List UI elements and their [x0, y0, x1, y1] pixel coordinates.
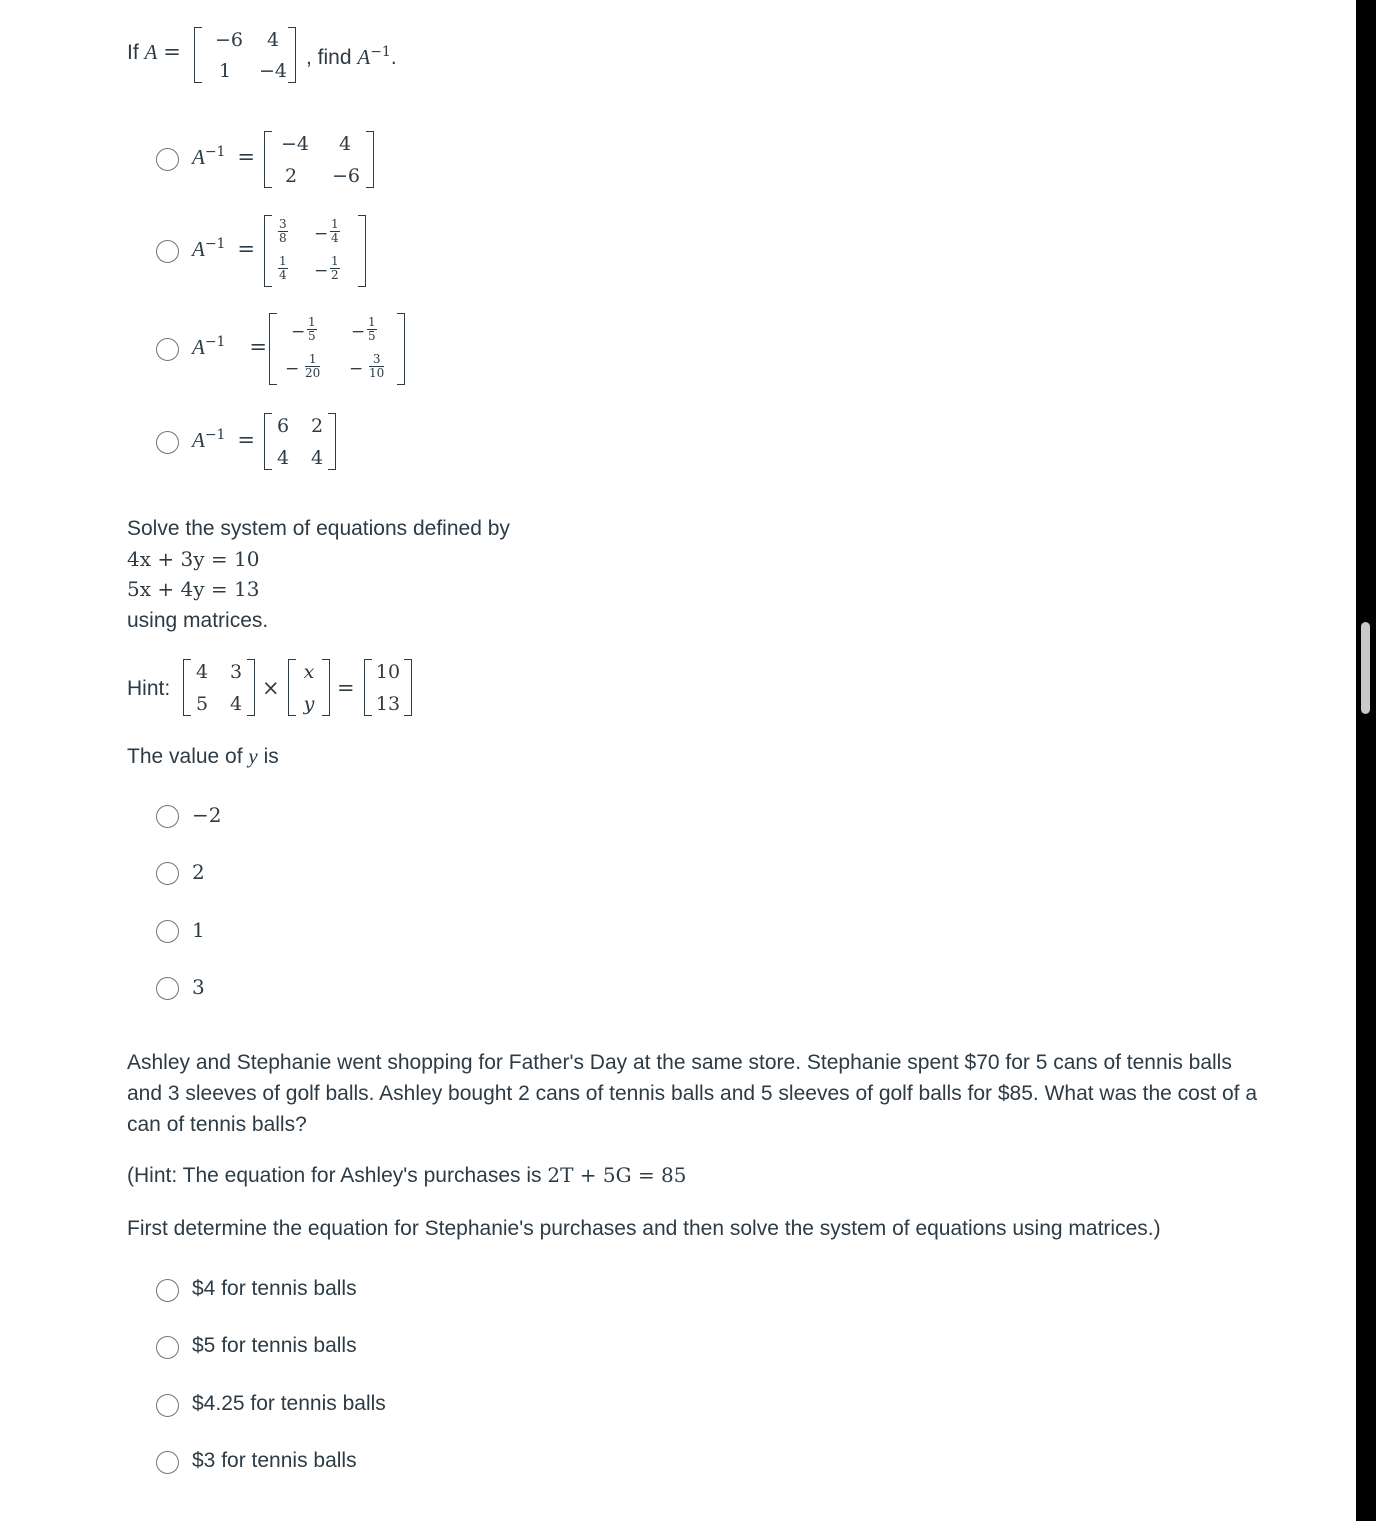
radio-button[interactable]: [156, 1279, 179, 1302]
radio-button[interactable]: [156, 148, 179, 171]
option-matrix: [266, 215, 364, 287]
fraction: − 1 20: [285, 352, 321, 380]
q1-period: .: [390, 46, 397, 69]
q2-equation-2: 5x + 4y = 13: [127, 577, 260, 601]
q2-question: [127, 744, 279, 769]
option-sup: −1: [204, 236, 226, 252]
option-sup: −1: [204, 427, 226, 443]
q3-instruction: First determine the equation for Stephanie's purchases and then solve the system of equations using matrices.): [127, 1217, 1161, 1240]
matrix-cell: 10: [375, 661, 401, 683]
q2-question-var: y: [248, 744, 258, 768]
q3-hint-prefix: (Hint: The equation for Ashley's purchases is: [127, 1164, 548, 1187]
radio-button[interactable]: [156, 920, 179, 943]
radio-button[interactable]: [156, 862, 179, 885]
fraction: − 1 4: [314, 217, 339, 245]
q3-hint: [127, 1163, 687, 1188]
matrix-cell: 3: [229, 661, 243, 683]
fraction: − 3 10: [349, 352, 385, 380]
option-var: A: [192, 237, 205, 261]
q2-hint-matrix: [185, 659, 253, 716]
option-equals: =: [249, 335, 267, 359]
matrix-cell: 4: [310, 447, 324, 469]
matrix-cell: −6: [214, 29, 243, 51]
q1-find-text: , find: [306, 46, 358, 69]
matrix-cell: y: [303, 693, 315, 715]
option-label: [192, 427, 255, 453]
q2-hint-result: [366, 659, 410, 716]
option-label: 2: [192, 860, 205, 884]
q3-hint-equation: 2T + 5G = 85: [547, 1163, 687, 1187]
q3-text: Ashley and Stephanie went shopping for Father's Day at the same store. Stephanie spent $70 for 5 cans of tennis balls and 3 sleeves of golf balls. Ashley bought 2 cans of tennis balls and 5 sleeves of golf balls for $85. What was the cost of a can of tennis balls?: [127, 1051, 1258, 1136]
q1-equals: =: [163, 40, 181, 64]
option-equals: =: [237, 145, 255, 169]
option-sup: −1: [204, 334, 226, 350]
matrix-cell: 4: [229, 693, 243, 715]
option-label: $5 for tennis balls: [192, 1334, 357, 1357]
q2-question-suffix: is: [257, 745, 279, 768]
q2-hint-vector: [290, 659, 328, 716]
matrix-cell: 5: [195, 693, 209, 715]
matrix-cell: 1: [218, 60, 232, 82]
option-label: [192, 236, 255, 262]
q2-question-prefix: The value of: [127, 745, 249, 768]
option-label: $4 for tennis balls: [192, 1277, 357, 1300]
matrix-cell: 2: [310, 415, 324, 437]
matrix-cell: 6: [276, 415, 290, 437]
matrix-cell: 2: [284, 165, 298, 187]
option-label: −2: [192, 803, 222, 827]
option-equals: =: [237, 237, 255, 261]
option-var: A: [192, 145, 205, 169]
option-label: [192, 144, 255, 170]
q2-times: ×: [262, 676, 280, 700]
scrollbar-thumb[interactable]: [1361, 622, 1370, 714]
option-matrix: [266, 413, 334, 470]
matrix-cell: −6: [331, 165, 360, 187]
q2-equation-1: 4x + 3y = 10: [127, 547, 260, 571]
radio-button[interactable]: [156, 431, 179, 454]
matrix-cell: 13: [375, 693, 401, 715]
option-var: A: [192, 428, 205, 452]
option-matrix: [271, 313, 403, 385]
matrix-cell: −4: [258, 60, 287, 82]
option-label: 1: [192, 918, 205, 942]
matrix-cell: 4: [266, 29, 280, 51]
q1-var-a: A: [144, 40, 158, 64]
scrollbar-track[interactable]: [1356, 0, 1376, 1521]
radio-button[interactable]: [156, 1336, 179, 1359]
matrix-cell: 4: [276, 447, 290, 469]
matrix-cell: 4: [338, 133, 352, 155]
q2-intro: Solve the system of equations defined by: [127, 517, 510, 540]
q1-find: [306, 44, 397, 70]
matrix-cell: −4: [280, 133, 309, 155]
option-label: $4.25 for tennis balls: [192, 1392, 386, 1415]
radio-button[interactable]: [156, 240, 179, 263]
q1-prompt: [127, 40, 181, 65]
option-label: [192, 334, 267, 360]
q2-equals: =: [337, 676, 355, 700]
radio-button[interactable]: [156, 977, 179, 1000]
fraction: $\frac{1}{4}$: [279, 254, 287, 282]
radio-button[interactable]: [156, 1451, 179, 1474]
q1-var-ainv: A: [357, 45, 371, 69]
fraction: − 1 5: [351, 315, 376, 343]
option-label: $3 for tennis balls: [192, 1449, 357, 1472]
option-var: A: [192, 335, 205, 359]
q2-using: using matrices.: [127, 609, 269, 632]
matrix-cell: 4: [195, 661, 209, 683]
radio-button[interactable]: [156, 338, 179, 361]
option-label: 3: [192, 975, 205, 999]
q1-prefix: If: [127, 41, 145, 64]
fraction: − 1 5: [291, 315, 316, 343]
radio-button[interactable]: [156, 805, 179, 828]
option-sup: −1: [204, 144, 226, 160]
q1-sup: −1: [370, 44, 391, 60]
fraction: − 1 2: [314, 254, 339, 282]
radio-button[interactable]: [156, 1394, 179, 1417]
option-equals: =: [237, 428, 255, 452]
q1-matrix-a: [196, 27, 294, 83]
fraction: $\frac{3}{8}$: [279, 217, 287, 245]
option-matrix: [266, 131, 372, 188]
q2-hint-label: Hint:: [127, 677, 171, 700]
matrix-cell: x: [303, 661, 315, 683]
